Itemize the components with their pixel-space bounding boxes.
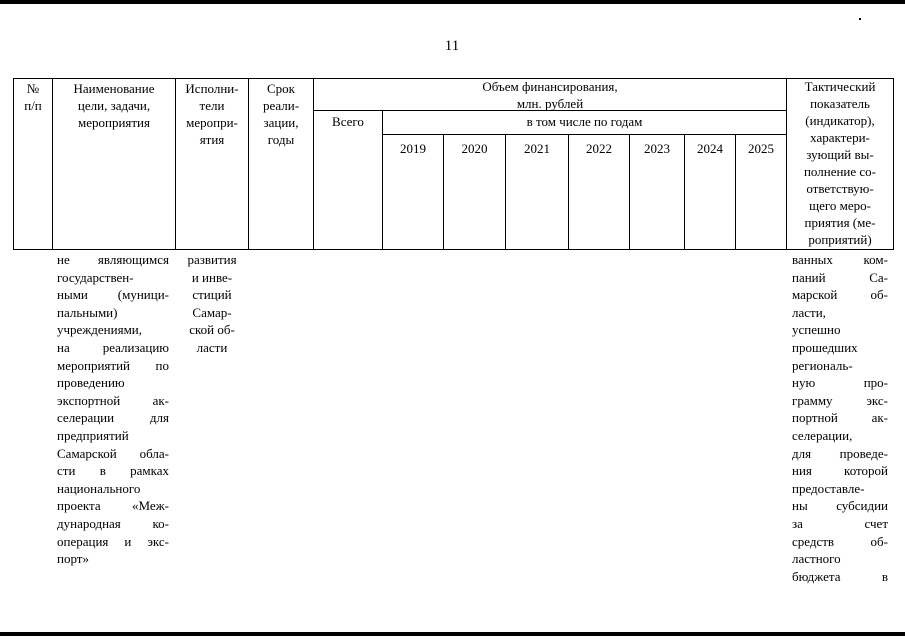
indicator-text-line: успешно <box>792 322 841 338</box>
indicator-text-line: за счет <box>792 515 888 531</box>
header-year-2022: 2022 <box>586 141 612 156</box>
header-executors: Исполни- тели меропри- ятия <box>185 81 239 147</box>
indicator-text-line: прошедших <box>792 339 858 355</box>
header-year-2021: 2021 <box>524 141 550 156</box>
executor-text-line: ской об- <box>189 322 235 338</box>
header-year-2025: 2025 <box>748 141 774 156</box>
name-text-line: мероприятий по <box>57 357 169 373</box>
name-text-line: национального <box>57 480 141 496</box>
header-term: Срок реали- зации, годы <box>262 81 300 147</box>
indicator-text-line: селерации, <box>792 427 853 443</box>
name-text-line: селерации для <box>57 410 169 426</box>
indicator-text-line: предоставле- <box>792 480 865 496</box>
executor-text-line: развития <box>187 252 237 267</box>
body-executors-column <box>176 251 248 357</box>
grid-col-total <box>382 110 383 250</box>
grid-col-right <box>893 78 894 250</box>
header-total: Всего <box>332 114 364 129</box>
name-text-line: Самарской обла- <box>57 445 169 461</box>
indicator-text-line: ную про- <box>792 375 888 391</box>
grid-line-bottom <box>13 249 893 250</box>
indicator-text-line: бюджета в <box>792 568 888 584</box>
bottom-border <box>0 632 905 636</box>
executor-text-line: ласти <box>196 339 228 355</box>
page-number: 11 <box>444 38 460 54</box>
indicator-text-line: ния которой <box>792 463 888 479</box>
name-text-line: пальными) <box>57 304 118 320</box>
header-years-group: в том числе по годам <box>526 114 643 129</box>
indicator-text-line: грамму экс- <box>792 392 888 408</box>
name-text-line: сти в рамках <box>57 463 169 479</box>
name-text-line: государствен- <box>57 269 134 285</box>
indicator-text-line: средств об- <box>792 533 888 549</box>
indicator-text-line: ны субсидии <box>792 498 888 514</box>
header-year-2019: 2019 <box>400 141 426 156</box>
indicator-text-line: портной ак- <box>792 410 888 426</box>
name-text-line: дународная ко- <box>57 515 169 531</box>
name-text-line: не являющимся <box>57 252 169 267</box>
executor-text-line: стиций <box>192 287 232 303</box>
name-text-line: учреждениями, <box>57 322 143 338</box>
indicator-text-line: ласти, <box>792 304 826 320</box>
header-year-2023: 2023 <box>644 141 670 156</box>
speck-mark <box>859 18 861 20</box>
header-year-2020: 2020 <box>461 141 488 156</box>
name-text-line: проведению <box>57 375 125 391</box>
indicator-text-line: региональ- <box>792 357 853 373</box>
name-text-line: предприятий <box>57 427 129 443</box>
indicator-text-line: марской об- <box>792 287 888 303</box>
indicator-text-line: ванных ком- <box>792 252 888 267</box>
header-name: Наименование цели, задачи, мероприятия <box>73 81 155 130</box>
executor-text-line: и инве- <box>191 269 233 285</box>
indicator-text-line: паний Са- <box>792 269 888 285</box>
body-indicator-column <box>792 251 888 585</box>
executor-text-line: Самар- <box>192 304 232 320</box>
header-year-2024: 2024 <box>697 141 723 156</box>
indicator-text-line: для проведе- <box>792 445 888 461</box>
name-text-line: порт» <box>57 551 89 567</box>
header-number: № п/п <box>24 81 42 113</box>
name-text-line: экспортной ак- <box>57 392 169 408</box>
name-text-line: проекта «Меж- <box>57 498 169 514</box>
name-text-line: на реализацию <box>57 339 169 355</box>
top-border <box>0 0 905 4</box>
name-text-line: ными (муници- <box>57 287 169 303</box>
header-funding: Объем финансирования, млн. рублей <box>482 79 618 111</box>
header-indicator: Тактический показатель (индикатор), характери- зующий вы- полнение со- ответствую- щего меро- приятия (ме- роприятий) <box>803 79 877 247</box>
indicator-text-line: ластного <box>792 551 841 567</box>
body-name-column <box>57 251 169 568</box>
name-text-line: операция и экс- <box>57 533 169 549</box>
